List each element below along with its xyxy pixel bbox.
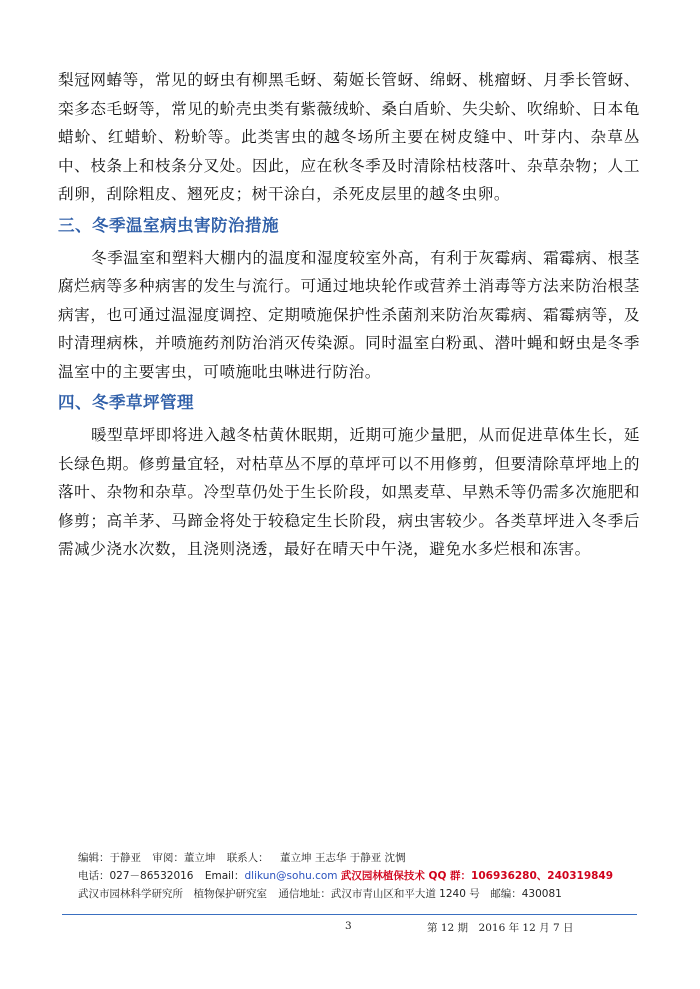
footer-divider: [62, 914, 637, 915]
contacts: 董立坤 王志华 于静亚 沈惆: [280, 852, 406, 864]
paragraph-overwintering-pests: 梨冠网蝽等，常见的蚜虫有柳黑毛蚜、菊姬长管蚜、绵蚜、桃瘤蚜、月季长管蚜、栾多态毛蚜等，常见的蚧壳虫类有紫薇绒蚧、桑白盾蚧、失尖蚧、吹绵蚧、日本龟蜡蚧、红蜡蚧、粉蚧等。此类害虫的越冬场所主要在树皮缝中、叶芽内、杂草丛中、枝条上和枝条分叉处。因此，应在秋冬季及时清除枯枝落叶、杂草杂物；人工刮卵，刮除粗皮、翘死皮；树干涂白，杀死皮层里的越冬虫卵。: [58, 71, 640, 203]
qq-group: 武汉园林植保技术 QQ 群：106936280、240319849: [340, 870, 614, 882]
section-title-greenhouse: 三、冬季温室病虫害防治措施: [58, 215, 279, 235]
reviewer: 审阅：董立坤: [152, 852, 216, 864]
phone: 电话：027－86532016: [78, 870, 194, 882]
address: 通信地址：武汉市青山区和平大道 1240 号 邮编：430081: [278, 888, 562, 900]
page-number: 3: [345, 920, 352, 932]
paragraph-lawn: 暖型草坪即将进入越冬枯黄休眠期，近期可施少量肥，从而促进草体生长，延长绿色期。修剪量宜轻，对枯草丛不厚的草坪可以不用修剪，但要清除草坪地上的落叶、杂物和杂草。冷型草仍处于生长阶段，如黑麦草、早熟禾等仍需多次施肥和修剪；高羊茅、马蹄金将处于较稳定生长阶段，病虫害较少。各类草坪进入冬季后需减少浇水次数，且浇则浇透，最好在晴天中午浇，避免水多烂根和冻害。: [58, 426, 640, 558]
contact-label: 联系人：: [226, 852, 269, 864]
email-label: Email：: [204, 870, 245, 882]
footer-address-row: [78, 885, 638, 903]
institute: 武汉市园林科学研究所 植物保护研究室: [78, 888, 267, 900]
editor: 编辑：于静亚: [78, 852, 141, 864]
section-title-lawn: 四、冬季草坪管理: [58, 393, 194, 412]
paragraph-greenhouse: 冬季温室和塑料大棚内的温度和湿度较室外高，有利于灰霉病、霜霉病、根茎腐烂病等多种病害的发生与流行。可通过地块轮作或营养土消毒等方法来防治根茎病害，也可通过温湿度调控、定期喷施保护性杀菌剂来防治灰霉病、霜霉病等，及时清理病株，并喷施药剂防治消灭传染源。同时温室白粉虱、潜叶蝇和蚜虫是冬季温室中的主要害虫，可喷施吡虫啉进行防治。: [58, 248, 640, 381]
footer-info: [78, 849, 638, 903]
footer-editorial-row: [78, 849, 638, 867]
document-body: [58, 66, 640, 564]
footer-contact-row: [78, 867, 638, 885]
issue-date: 第 12 期 2016 年 12 月 7 日: [427, 922, 574, 934]
email-link[interactable]: dlikun@sohu.com: [244, 870, 338, 882]
